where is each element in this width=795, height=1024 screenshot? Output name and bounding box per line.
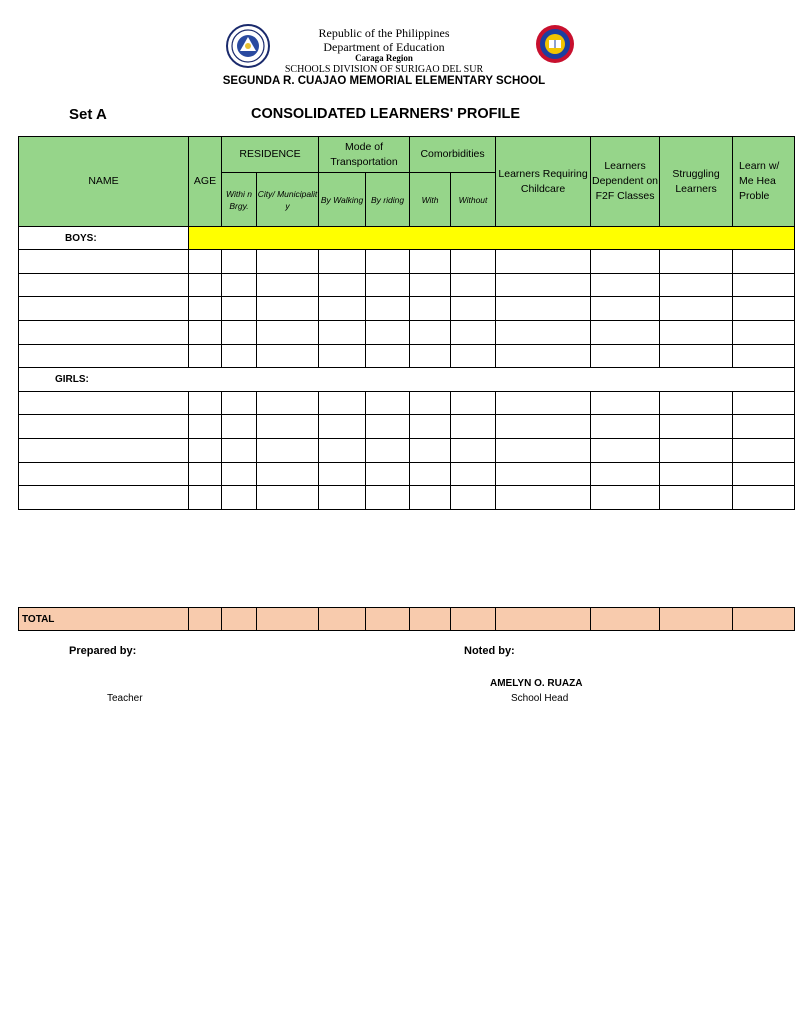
col-name: NAME [19, 137, 189, 227]
total-label: TOTAL [19, 608, 189, 631]
girls-separator-row [189, 368, 795, 392]
set-label: Set A [69, 106, 107, 123]
school-head-name: AMELYN O. RUAZA [490, 678, 583, 689]
col-requiring-childcare: Learners Requiring Childcare [496, 137, 591, 227]
table-row [19, 486, 795, 510]
col-within-brgy: Withi n Brgy. [222, 173, 257, 227]
total-table [18, 607, 795, 631]
header-department: Department of Education [323, 40, 445, 54]
col-comorbidities: Comorbidities [410, 137, 496, 173]
col-city-municipality: City/ Municipalit y [257, 173, 319, 227]
col-struggling: Struggling Learners [660, 137, 733, 227]
table-row [19, 415, 795, 439]
col-mode-of-transport: Mode of Transportation [319, 137, 410, 173]
boys-highlight-row [189, 227, 795, 250]
prepared-by-label: Prepared by: [69, 645, 137, 657]
col-residence: RESIDENCE [222, 137, 319, 173]
learners-profile-table [18, 136, 795, 510]
header-region: Caraga Region [355, 53, 413, 63]
school-head-role: School Head [511, 693, 569, 704]
table-row [19, 321, 795, 345]
col-by-walking: By Walking [319, 173, 366, 227]
teacher-role: Teacher [107, 693, 143, 704]
table-row [19, 463, 795, 486]
col-with: With [410, 173, 451, 227]
girls-label: GIRLS: [19, 368, 189, 392]
col-mental-health: Learn w/ Me Hea Proble [733, 137, 795, 227]
table-row [19, 250, 795, 274]
table-row [19, 297, 795, 321]
col-age: AGE [189, 137, 222, 227]
col-without: Without [451, 173, 496, 227]
header-republic: Republic of the Philippines [318, 26, 450, 40]
header-school-name: SEGUNDA R. CUAJAO MEMORIAL ELEMENTARY SCHOOL [222, 75, 546, 87]
header-division: SCHOOLS DIVISION OF SURIGAO DEL SUR [284, 64, 484, 75]
page-title: CONSOLIDATED LEARNERS' PROFILE [251, 106, 521, 122]
table-row [19, 345, 795, 368]
table-row [19, 274, 795, 297]
boys-label: BOYS: [19, 227, 189, 250]
table-row [19, 439, 795, 463]
col-by-riding: By riding [366, 173, 410, 227]
noted-by-label: Noted by: [464, 645, 515, 657]
table-row [19, 392, 795, 415]
col-dependent-f2f: Learners Dependent on F2F Classes [591, 137, 660, 227]
